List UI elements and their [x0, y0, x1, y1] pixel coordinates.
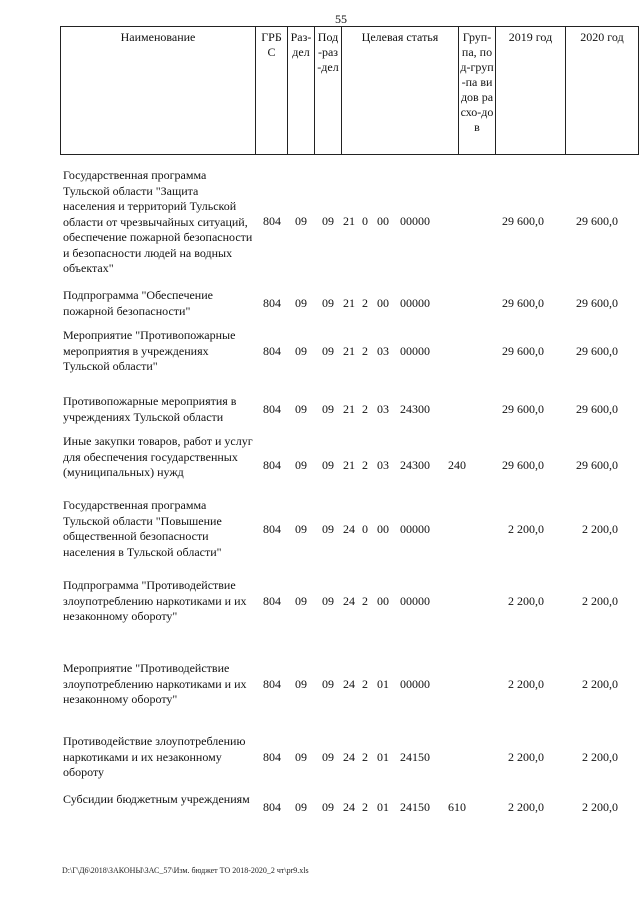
header-razdel: Раз-дел	[288, 27, 315, 155]
cell-target-subprogram: 2	[362, 296, 368, 310]
cell-podrazdel: 09	[322, 344, 334, 358]
cell-target-direction: 00000	[400, 344, 430, 358]
file-path-footer: D:\Г\Д6\2018\ЗАКОНЫ\ЗАС_57\Изм. бюджет ТО 2018-2020_2 чт\pr9.xls	[62, 866, 309, 875]
row-name: Государственная программа Тульской области "Защита населения и территорий Тульской области от чрезвычайных ситуаций, обеспечение пожарной безопасности и безопасности людей на водных объектах"	[63, 168, 253, 275]
cell-target-program: 24	[343, 522, 355, 536]
cell-podrazdel: 09	[322, 296, 334, 310]
cell-target-subprogram: 2	[362, 458, 368, 472]
cell-grbs: 804	[263, 402, 281, 416]
cell-podrazdel: 09	[322, 594, 334, 608]
cell-razdel: 09	[295, 750, 307, 764]
row-name: Противопожарные мероприятия в учреждениях Тульской области	[63, 394, 237, 424]
row-name: Субсидии бюджетным учреждениям	[63, 792, 250, 806]
cell-podrazdel: 09	[322, 800, 334, 814]
cell-razdel: 09	[295, 296, 307, 310]
cell-year-2020: 29 600,0	[576, 296, 618, 310]
cell-grbs: 804	[263, 750, 281, 764]
cell-year-2020: 29 600,0	[576, 402, 618, 416]
cell-target-direction: 00000	[400, 594, 430, 608]
header-grbs: ГРБ С	[256, 27, 288, 155]
cell-year-2019: 29 600,0	[502, 458, 544, 472]
cell-grbs: 804	[263, 800, 281, 814]
header-year-2020: 2020 год	[566, 27, 639, 155]
header-podrazdel: Под-раз-дел	[315, 27, 342, 155]
cell-target-subprogram: 0	[362, 522, 368, 536]
cell-razdel: 09	[295, 800, 307, 814]
cell-year-2020: 29 600,0	[576, 214, 618, 228]
cell-podrazdel: 09	[322, 214, 334, 228]
cell-year-2019: 2 200,0	[508, 522, 544, 536]
cell-target-program: 21	[343, 458, 355, 472]
cell-expense-group: 240	[448, 458, 466, 472]
cell-grbs: 804	[263, 522, 281, 536]
cell-grbs: 804	[263, 296, 281, 310]
cell-target-program: 24	[343, 750, 355, 764]
cell-expense-group: 610	[448, 800, 466, 814]
cell-year-2019: 29 600,0	[502, 214, 544, 228]
cell-target-subprogram: 2	[362, 750, 368, 764]
cell-year-2020: 29 600,0	[576, 344, 618, 358]
cell-razdel: 09	[295, 458, 307, 472]
cell-year-2019: 2 200,0	[508, 800, 544, 814]
cell-target-direction: 24300	[400, 458, 430, 472]
cell-year-2019: 29 600,0	[502, 296, 544, 310]
cell-target-program: 24	[343, 677, 355, 691]
cell-grbs: 804	[263, 344, 281, 358]
cell-podrazdel: 09	[322, 402, 334, 416]
cell-grbs: 804	[263, 458, 281, 472]
header-year-2019: 2019 год	[496, 27, 566, 155]
cell-target-direction: 00000	[400, 214, 430, 228]
cell-target-program: 24	[343, 594, 355, 608]
cell-target-event: 00	[377, 214, 389, 228]
table-header	[60, 26, 639, 155]
cell-target-direction: 00000	[400, 522, 430, 536]
cell-target-program: 21	[343, 296, 355, 310]
cell-target-event: 01	[377, 750, 389, 764]
cell-target-subprogram: 0	[362, 214, 368, 228]
cell-year-2019: 29 600,0	[502, 344, 544, 358]
cell-target-event: 03	[377, 344, 389, 358]
cell-target-program: 21	[343, 214, 355, 228]
row-name: Подпрограмма "Обеспечение пожарной безопасности"	[63, 288, 213, 318]
header-expense-group: Груп-па, под-груп-па видов расхо-дов	[459, 27, 496, 155]
cell-podrazdel: 09	[322, 522, 334, 536]
cell-razdel: 09	[295, 402, 307, 416]
cell-year-2019: 2 200,0	[508, 594, 544, 608]
cell-year-2019: 29 600,0	[502, 402, 544, 416]
cell-year-2020: 2 200,0	[582, 800, 618, 814]
cell-target-subprogram: 2	[362, 344, 368, 358]
cell-year-2020: 2 200,0	[582, 677, 618, 691]
cell-target-program: 24	[343, 800, 355, 814]
row-name: Мероприятие "Противопожарные мероприятия в учреждениях Тульской области"	[63, 328, 236, 373]
cell-razdel: 09	[295, 344, 307, 358]
cell-target-direction: 00000	[400, 296, 430, 310]
cell-razdel: 09	[295, 522, 307, 536]
cell-target-event: 01	[377, 677, 389, 691]
cell-target-direction: 00000	[400, 677, 430, 691]
cell-target-direction: 24150	[400, 800, 430, 814]
cell-year-2020: 2 200,0	[582, 594, 618, 608]
cell-grbs: 804	[263, 214, 281, 228]
header-name: Наименование	[61, 27, 256, 155]
row-name: Подпрограмма "Противодействие злоупотреблению наркотиками и их незаконному обороту"	[63, 578, 247, 623]
cell-target-program: 21	[343, 402, 355, 416]
cell-year-2020: 2 200,0	[582, 750, 618, 764]
cell-target-event: 00	[377, 522, 389, 536]
cell-target-event: 00	[377, 594, 389, 608]
cell-target-event: 03	[377, 402, 389, 416]
row-name: Мероприятие "Противодействие злоупотреблению наркотиками и их незаконному обороту"	[63, 661, 247, 706]
row-name: Иные закупки товаров, работ и услуг для обеспечения государственных (муниципальных) нужд	[63, 434, 253, 479]
row-name: Государственная программа Тульской области "Повышение общественной безопасности населения в Тульской области"	[63, 498, 222, 559]
cell-target-program: 21	[343, 344, 355, 358]
cell-grbs: 804	[263, 594, 281, 608]
cell-year-2020: 29 600,0	[576, 458, 618, 472]
cell-target-direction: 24300	[400, 402, 430, 416]
cell-year-2019: 2 200,0	[508, 677, 544, 691]
cell-podrazdel: 09	[322, 677, 334, 691]
cell-target-direction: 24150	[400, 750, 430, 764]
row-name: Противодействие злоупотреблению наркотиками и их незаконному обороту	[63, 734, 246, 779]
cell-grbs: 804	[263, 677, 281, 691]
cell-razdel: 09	[295, 677, 307, 691]
cell-podrazdel: 09	[322, 750, 334, 764]
cell-target-subprogram: 2	[362, 677, 368, 691]
cell-target-event: 00	[377, 296, 389, 310]
cell-podrazdel: 09	[322, 458, 334, 472]
cell-target-event: 03	[377, 458, 389, 472]
cell-razdel: 09	[295, 214, 307, 228]
cell-razdel: 09	[295, 594, 307, 608]
page-number: 55	[335, 12, 347, 26]
cell-year-2019: 2 200,0	[508, 750, 544, 764]
cell-target-subprogram: 2	[362, 594, 368, 608]
header-target-article: Целевая статья	[342, 27, 459, 155]
cell-year-2020: 2 200,0	[582, 522, 618, 536]
cell-target-subprogram: 2	[362, 800, 368, 814]
cell-target-event: 01	[377, 800, 389, 814]
cell-target-subprogram: 2	[362, 402, 368, 416]
